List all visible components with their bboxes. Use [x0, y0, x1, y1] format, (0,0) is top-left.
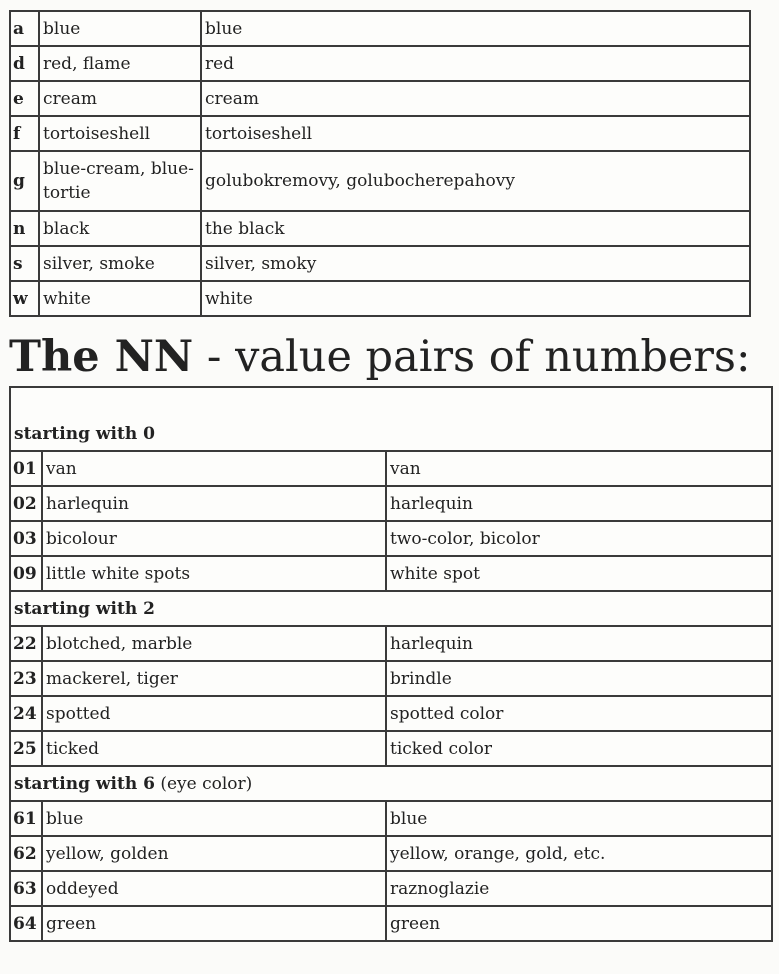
translated-name: white: [201, 281, 750, 316]
translated-name: two-color, bicolor: [386, 521, 772, 556]
letter-code: w: [10, 281, 39, 316]
table-row: [10, 556, 772, 591]
translated-name: white spot: [386, 556, 772, 591]
number-code: 61: [10, 801, 42, 836]
section-title-text: starting with 2: [14, 598, 155, 619]
table-row: [10, 626, 772, 661]
translated-name: the black: [201, 211, 750, 246]
table-row: [10, 906, 772, 941]
letter-code: a: [10, 11, 39, 46]
translated-name: silver, smoky: [201, 246, 750, 281]
letter-code: n: [10, 211, 39, 246]
translated-name: blue: [201, 11, 750, 46]
section-title-text: starting with 0: [14, 424, 155, 444]
english-name: green: [42, 906, 386, 941]
translated-name: harlequin: [386, 486, 772, 521]
table-row: [10, 116, 750, 151]
english-name: harlequin: [42, 486, 386, 521]
table-row: [10, 871, 772, 906]
english-name: black: [39, 211, 201, 246]
table-row: [10, 836, 772, 871]
translated-name: blue: [386, 801, 772, 836]
translated-name: raznoglazie: [386, 871, 772, 906]
english-name: spotted: [42, 696, 386, 731]
translated-name: cream: [201, 81, 750, 116]
letter-code: s: [10, 246, 39, 281]
section-title: [10, 766, 772, 801]
number-codes-table: [9, 386, 773, 942]
english-name: blue: [42, 801, 386, 836]
translated-name: golubokremovy, golubocherepahovy: [201, 151, 750, 211]
number-code: 24: [10, 696, 42, 731]
table-row: [10, 801, 772, 836]
translated-name: spotted color: [386, 696, 772, 731]
letter-code: f: [10, 116, 39, 151]
table-row: [10, 486, 772, 521]
table-row: [10, 246, 750, 281]
translated-name: green: [386, 906, 772, 941]
table-row: [10, 281, 750, 316]
section-row: [10, 591, 772, 626]
number-code: 64: [10, 906, 42, 941]
section-title: [10, 591, 772, 626]
english-name: cream: [39, 81, 201, 116]
translated-name: ticked color: [386, 731, 772, 766]
heading-rest: - value pairs of numbers:: [193, 332, 751, 382]
translated-name: tortoiseshell: [201, 116, 750, 151]
english-name: blue-cream, blue-tortie: [39, 151, 201, 211]
heading-bold: The NN: [9, 332, 194, 382]
table-row: [10, 46, 750, 81]
number-code: 03: [10, 521, 42, 556]
table-row: [10, 731, 772, 766]
table-row: [10, 521, 772, 556]
number-code: 22: [10, 626, 42, 661]
table-row: [10, 81, 750, 116]
letter-code: e: [10, 81, 39, 116]
english-name: oddeyed: [42, 871, 386, 906]
number-code: 02: [10, 486, 42, 521]
number-code: 01: [10, 451, 42, 486]
english-name: silver, smoke: [39, 246, 201, 281]
english-name: bicolour: [42, 521, 386, 556]
translated-name: harlequin: [386, 626, 772, 661]
section-title: [10, 387, 772, 451]
section-row: [10, 387, 772, 451]
number-code: 62: [10, 836, 42, 871]
table-row: [10, 211, 750, 246]
english-name: little white spots: [42, 556, 386, 591]
translated-name: brindle: [386, 661, 772, 696]
table-row: [10, 11, 750, 46]
section-row: [10, 766, 772, 801]
number-code: 23: [10, 661, 42, 696]
translated-name: van: [386, 451, 772, 486]
english-name: blue: [39, 11, 201, 46]
english-name: tortoiseshell: [39, 116, 201, 151]
english-name: mackerel, tiger: [42, 661, 386, 696]
letter-codes-table: [9, 10, 751, 317]
english-name: ticked: [42, 731, 386, 766]
letter-code: g: [10, 151, 39, 211]
english-name: white: [39, 281, 201, 316]
english-name: red, flame: [39, 46, 201, 81]
number-code: 63: [10, 871, 42, 906]
table-row: [10, 451, 772, 486]
table-row: [10, 696, 772, 731]
translated-name: yellow, orange, gold, etc.: [386, 836, 772, 871]
english-name: van: [42, 451, 386, 486]
section-heading: [9, 334, 750, 380]
section-title-text: starting with 6: [14, 773, 155, 794]
letter-code: d: [10, 46, 39, 81]
english-name: blotched, marble: [42, 626, 386, 661]
number-code: 25: [10, 731, 42, 766]
english-name: yellow, golden: [42, 836, 386, 871]
table-row: [10, 661, 772, 696]
translated-name: red: [201, 46, 750, 81]
table-row: [10, 151, 750, 211]
number-code: 09: [10, 556, 42, 591]
section-note: (eye color): [154, 773, 253, 794]
